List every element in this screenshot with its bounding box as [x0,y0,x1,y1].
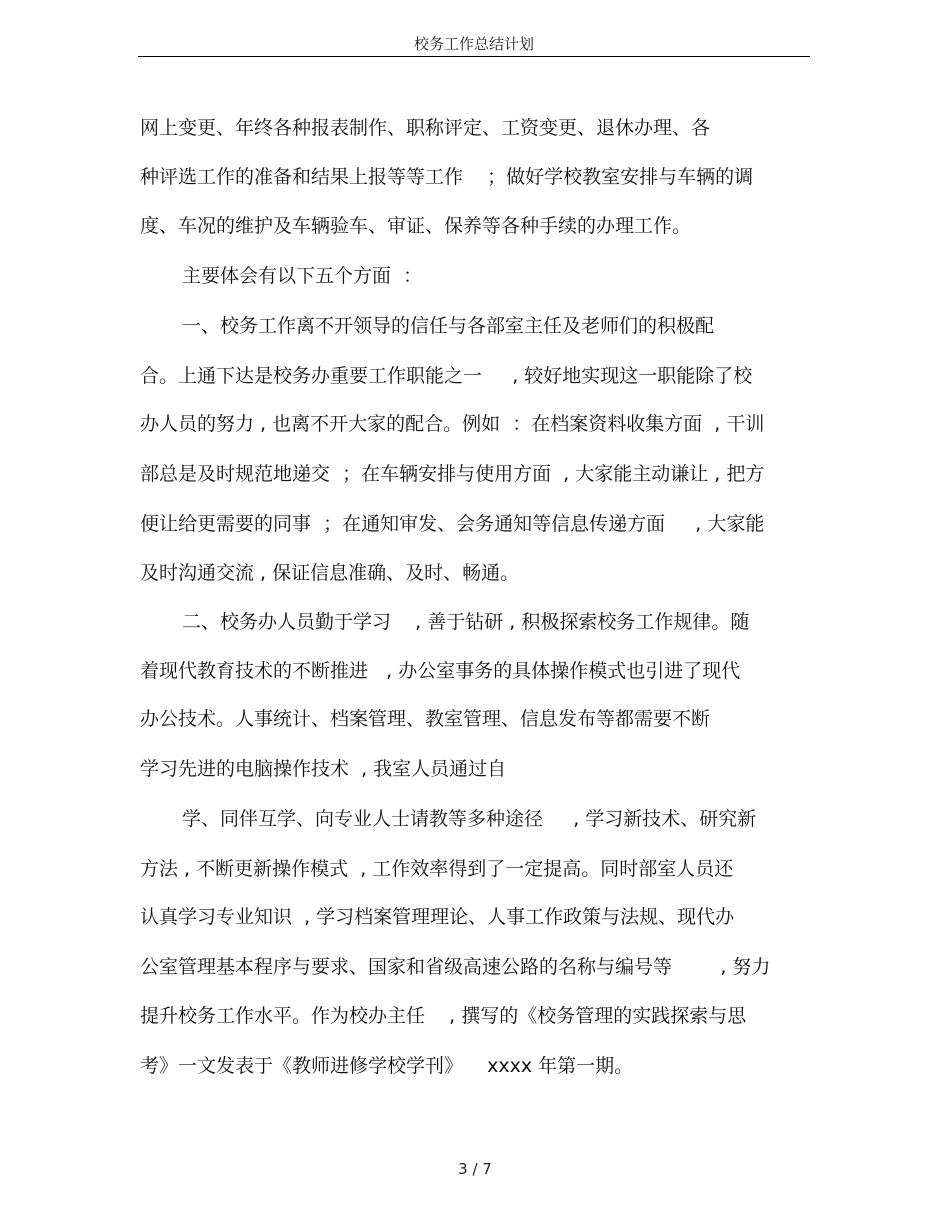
text-line: 办公技术。人事统计、档案管理、教室管理、信息发布等都需要不断 [140,708,711,730]
text-line: 方法 , 不断更新操作模式 , 工作效率得到了一定提高。同时部室人员还 [140,858,734,880]
text-line: 网上变更、年终各种报表制作、职称评定、工资变更、退休办理、各 [140,117,711,139]
text-line: 公室管理基本程序与要求、国家和省级高速公路的名称与编号等 , 努力 [140,956,771,978]
text-line: 合。上通下达是校务办重要工作职能之一 , 较好地实现这一职能除了校 [140,365,753,387]
text-line: 着现代教育技术的不断推进 , 办公室事务的具体操作模式也引进了现代 [140,660,741,682]
text-line: 一、校务工作离不开领导的信任与各部室主任及老师们的积极配 [182,315,715,337]
page-header [138,30,810,57]
text-line: 学、同伴互学、向专业人士请教等多种途径 , 学习新技术、研究新 [182,808,757,830]
text-line: 二、校务办人员勤于学习 , 善于钻研 , 积极探索校务工作规律。随 [182,611,750,633]
page-number: 3 / 7 [458,1160,492,1178]
text-line: 考》一文发表于《教师进修学校学刊》 xxxx 年第一期。 [140,1055,634,1077]
text-line: 部总是及时规范地递交 ；在车辆安排与使用方面 , 大家能主动谦让 , 把方 [140,463,765,485]
text-line: 学习先进的电脑操作技术 , 我室人员通过自 [140,758,507,780]
text-line: 便让给更需要的同事 ；在通知审发、会务通知等信息传递方面 , 大家能 [140,513,765,535]
text-line: 认真学习专业知识 , 学习档案管理理论、人事工作政策与法规、现代办 [140,906,735,928]
header-title: 校务工作总结计划 [413,35,534,53]
text-line: 种评选工作的准备和结果上报等等工作 ；做好学校教室安排与车辆的调 [140,166,754,188]
text-line: 办人员的努力 , 也离不开大家的配合。例如 ：在档案资料收集方面 , 干训 [140,413,765,435]
text-line: 及时沟通交流 , 保证信息准确、及时、畅通。 [140,562,520,584]
text-line: 主要体会有以下五个方面 ： [182,265,423,287]
text-line: 提升校务工作水平。作为校办主任 , 撰写的《校务管理的实践探索与思 [140,1005,747,1027]
text-line: 度、车况的维护及车辆验车、审证、保养等各种手续的办理工作。 [140,215,692,237]
